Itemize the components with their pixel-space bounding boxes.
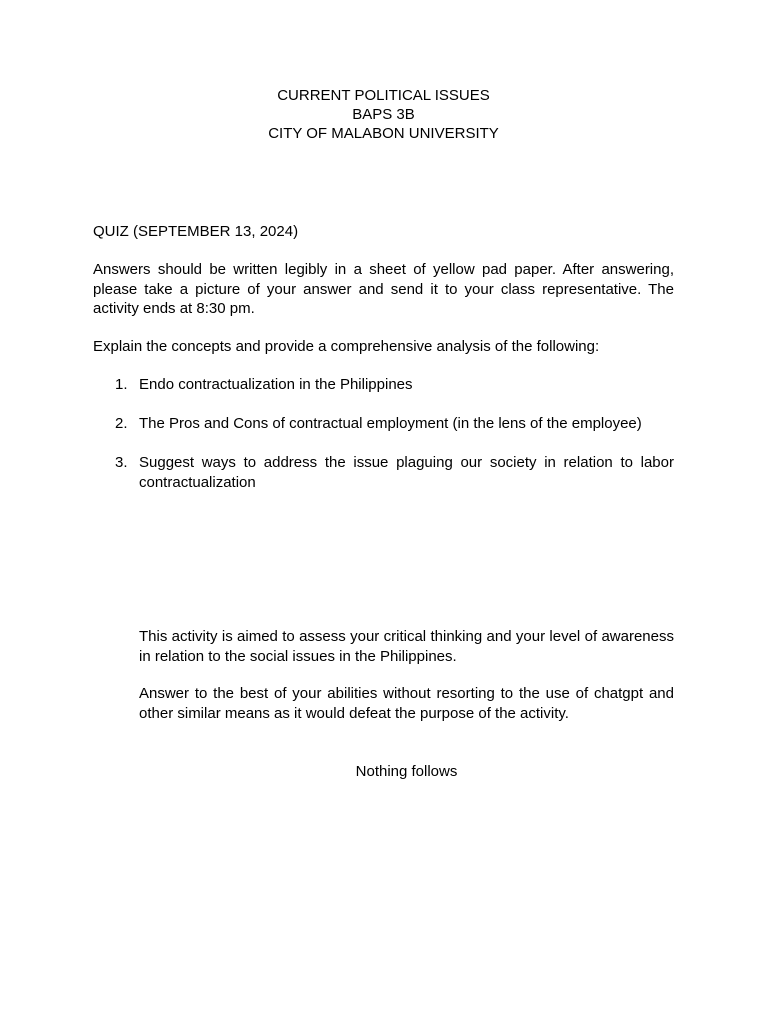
- question-number: 1.: [115, 376, 128, 393]
- question-number: 3.: [115, 454, 128, 471]
- activity-purpose-note: This activity is aimed to assess your critical thinking and your level of awareness in relation to the social issues in the Philippines.: [139, 628, 674, 665]
- question-text: Endo contractualization in the Philippines: [139, 376, 413, 393]
- university-name: CITY OF MALABON UNIVERSITY: [268, 125, 499, 142]
- academic-honesty-note: Answer to the best of your abilities without resorting to the use of chatgpt and other similar means as it would defeat the purpose of the activity.: [139, 685, 674, 722]
- end-of-document-label: Nothing follows: [355, 763, 458, 780]
- explain-prompt: Explain the concepts and provide a comprehensive analysis of the following:: [93, 338, 600, 355]
- quiz-title: QUIZ (SEPTEMBER 13, 2024): [93, 223, 299, 240]
- section-label: BAPS 3B: [352, 106, 415, 123]
- question-number: 2.: [115, 415, 128, 432]
- instructions-paragraph: Answers should be written legibly in a sheet of yellow pad paper. After answering, please take a picture of your answer and send it to your class representative. The activity ends at 8:30 pm.: [93, 261, 674, 317]
- course-title: CURRENT POLITICAL ISSUES: [277, 87, 490, 104]
- question-text: The Pros and Cons of contractual employment (in the lens of the employee): [139, 415, 642, 432]
- document-header: [93, 86, 674, 143]
- question-text: Suggest ways to address the issue plaguing our society in relation to labor contractualization: [139, 454, 674, 491]
